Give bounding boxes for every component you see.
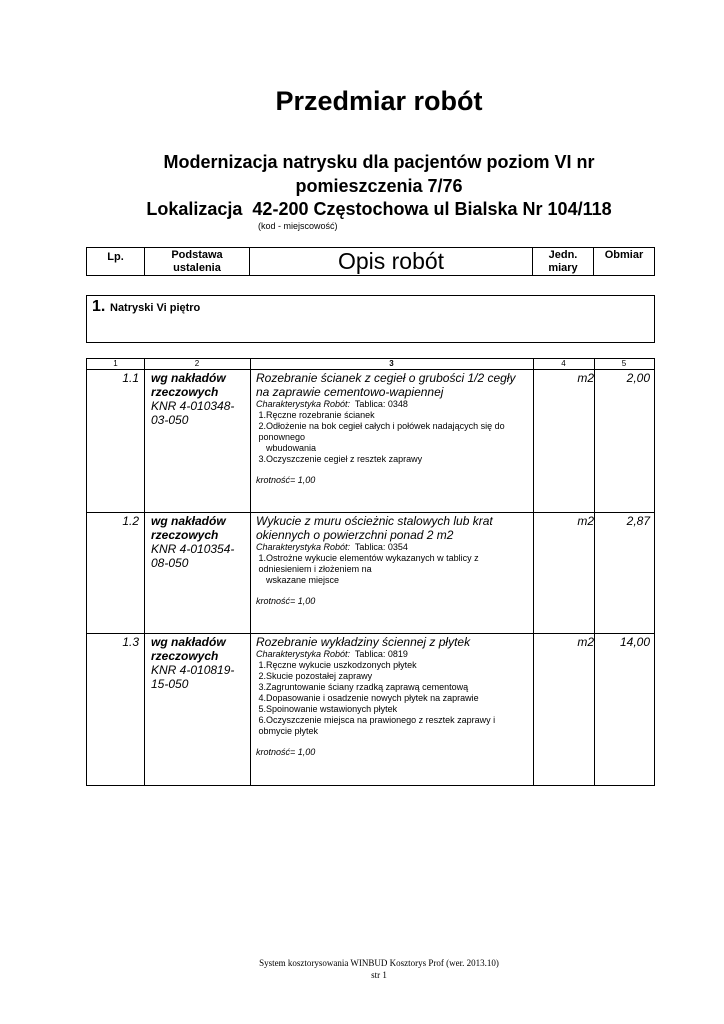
header-basis-line2: ustalenia [173, 262, 221, 274]
basis-code: KNR 4-010354- [151, 542, 235, 556]
description-line: 3.Zagruntowanie ściany rzadką zaprawą cementową [256, 682, 469, 692]
item-quantity: 2,00 [626, 371, 650, 385]
column-divider [144, 359, 145, 785]
location-row [0, 199, 724, 220]
item-description [256, 635, 538, 757]
header-unit-line1: Jedn. [548, 249, 578, 261]
footer-page-number: str 1 [371, 970, 387, 980]
column-number: 5 [621, 359, 627, 368]
section-name: Natryski Vi piętro [110, 302, 201, 314]
column-divider [250, 359, 251, 785]
header-quantity: Obmiar [604, 249, 644, 261]
items-table [86, 358, 655, 786]
item-number: 1.2 [122, 514, 139, 528]
location-hint: (kod - miejscowość) [258, 221, 338, 231]
column-number-divider [87, 369, 654, 370]
project-title-line1: Modernizacja natrysku dla pacjentów poziom VI nr [163, 152, 595, 172]
description-title: Rozebranie wykładziny ściennej z płytek [256, 635, 471, 649]
basis-type2: rzeczowych [151, 385, 219, 399]
row-divider [87, 633, 654, 634]
header-unit [533, 248, 594, 275]
item-basis [151, 635, 234, 691]
description-line: 4.Dopasowanie i osadzenie nowych płytek na zaprawie [256, 693, 479, 703]
project-title-line2: pomieszczenia 7/76 [295, 176, 463, 196]
description-title2: okiennych o powierzchni ponad 2 m2 [256, 528, 454, 542]
column-number: 4 [561, 359, 566, 368]
item-unit: m2 [577, 371, 594, 385]
item-quantity: 2,87 [626, 514, 650, 528]
description-line: 2.Odłożenie na bok cegieł całych i połówek nadających się do [256, 421, 505, 431]
description-line: obmycie płytek [256, 726, 319, 736]
description-line: odniesieniem i złożeniem na [256, 564, 372, 574]
description-title: Wykucie z muru ościeżnic stalowych lub krat [256, 514, 493, 528]
description-title: Rozebranie ścianek z cegieł o grubości 1/2 cegły [256, 371, 516, 385]
header-lp: Lp. [87, 248, 145, 275]
location-value: 42-200 Częstochowa ul Bialska Nr 104/118 [252, 199, 612, 219]
characteristic-value: Tablica: 0819 [354, 649, 408, 659]
basis-type: wg nakładów [151, 514, 226, 528]
item-number: 1.1 [122, 371, 139, 385]
location-label: Lokalizacja [146, 199, 243, 219]
item-unit: m2 [577, 635, 594, 649]
description-title2: na zaprawie cementowo-wapiennej [256, 385, 444, 399]
item-description [256, 514, 538, 606]
description-line: ponownego [256, 432, 306, 442]
item-unit: m2 [577, 514, 594, 528]
description-line: 1.Ręczne rozebranie ścianek [256, 410, 375, 420]
item-quantity: 14,00 [619, 635, 650, 649]
section-number: 1. [92, 298, 106, 315]
description-line: 2.Skucie pozostałej zaprawy [256, 671, 373, 681]
basis-code: KNR 4-010348- [151, 399, 235, 413]
characteristic [256, 542, 538, 553]
column-number: 2 [194, 359, 200, 368]
basis-type2: rzeczowych [151, 528, 219, 542]
item-number: 1.3 [122, 635, 139, 649]
basis-type: wg nakładów [151, 371, 226, 385]
description-line: wskazane miejsce [256, 575, 340, 585]
basis-type: wg nakładów [151, 635, 226, 649]
characteristic [256, 399, 538, 410]
multiplier: krotność= 1,00 [256, 596, 316, 606]
multiplier: krotność= 1,00 [256, 747, 316, 757]
column-number: 1 [113, 359, 118, 368]
column-number: 3 [389, 359, 394, 368]
table-header [86, 247, 655, 276]
characteristic-value: Tablica: 0348 [354, 399, 408, 409]
section-box [86, 295, 655, 343]
footer-software: System kosztorysowania WINBUD Kosztorys Prof (wer. 2013.10) [259, 958, 499, 968]
description-line: 1.Ręczne wykucie uszkodzonych płytek [256, 660, 417, 670]
characteristic-value: Tablica: 0354 [354, 542, 408, 552]
characteristic [256, 649, 538, 660]
basis-code2: 15-050 [151, 677, 189, 691]
header-basis [145, 248, 250, 275]
column-divider [594, 359, 595, 785]
characteristic-label: Charakterystyka Robót: [256, 649, 351, 659]
header-description: Opis robót [250, 248, 533, 275]
item-basis [151, 514, 234, 570]
description-line: wbudowania [256, 443, 317, 453]
page-title: Przedmiar robót [275, 86, 483, 116]
characteristic-label: Charakterystyka Robót: [256, 399, 351, 409]
description-line: 5.Spoinowanie wstawionych płytek [256, 704, 398, 714]
description-line: 1.Ostrożne wykucie elementów wykazanych w tablicy z [256, 553, 479, 563]
header-basis-line1: Podstawa [171, 249, 223, 261]
description-line: 3.Oczyszczenie cegieł z resztek zaprawy [256, 454, 423, 464]
basis-type2: rzeczowych [151, 649, 219, 663]
basis-code2: 08-050 [151, 556, 189, 570]
description-line: 6.Oczyszczenie miejsca na prawionego z resztek zaprawy i [256, 715, 496, 725]
header-unit-line2: miary [548, 262, 578, 274]
item-basis [151, 371, 234, 427]
characteristic-label: Charakterystyka Robót: [256, 542, 351, 552]
multiplier: krotność= 1,00 [256, 475, 316, 485]
item-description [256, 371, 538, 485]
basis-code2: 03-050 [151, 413, 189, 427]
basis-code: KNR 4-010819- [151, 663, 235, 677]
row-divider [87, 512, 654, 513]
